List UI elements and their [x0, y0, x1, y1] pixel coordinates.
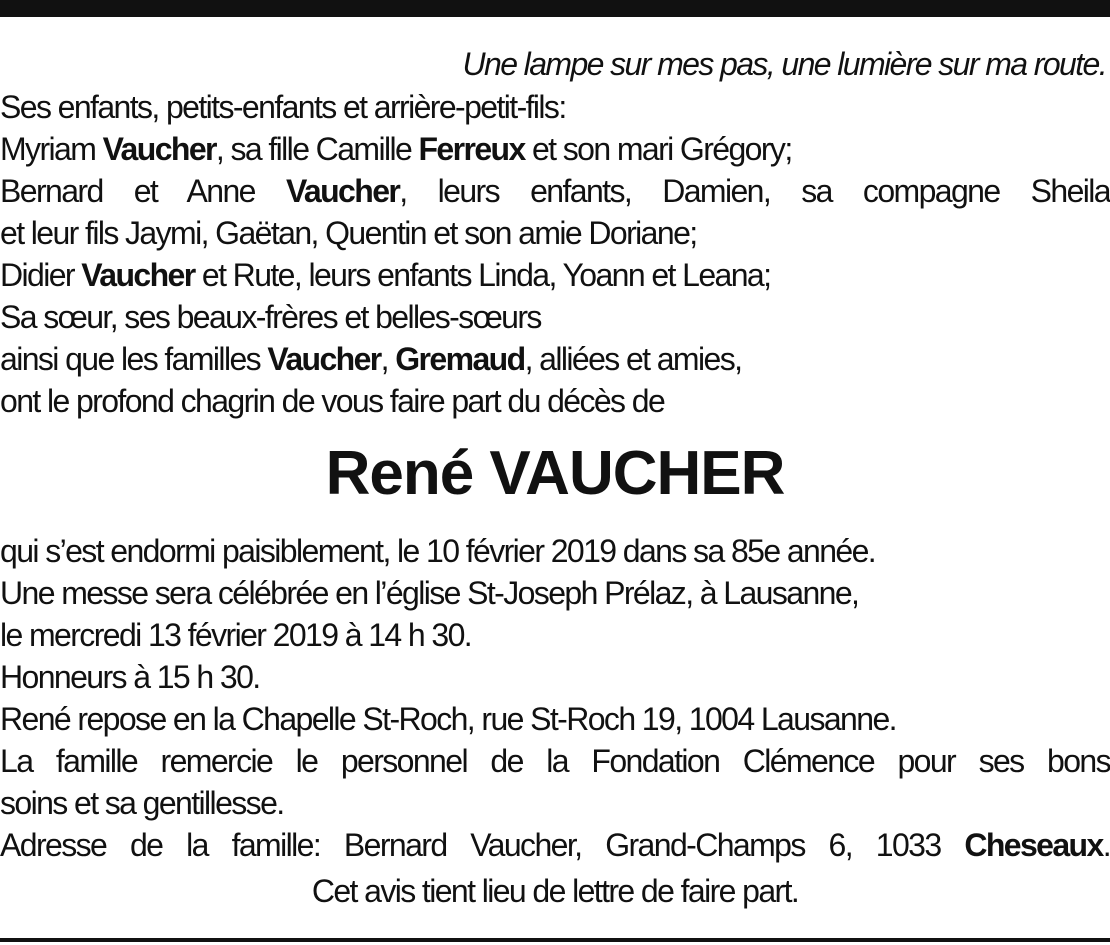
surname: Vaucher [81, 257, 195, 293]
surname: Vaucher [102, 131, 216, 167]
family-line-3: et leur fils Jaymi, Gaëtan, Quentin et son amie Doriane; [0, 215, 697, 251]
details-line-5: René repose en la Chapelle St-Roch, rue St-Roch 19, 1004 Lausanne. [0, 701, 896, 737]
text: et Rute, leurs enfants Linda, Yoann et Leana; [194, 257, 771, 293]
details-line-4: Honneurs à 15 h 30. [0, 659, 260, 695]
details-line-8 [0, 824, 1110, 866]
text: Didier [0, 257, 82, 293]
motto-quote: Une lampe sur mes pas, une lumière sur ma route. [462, 46, 1106, 82]
text: Bernard et Anne [0, 173, 286, 209]
bottom-border-rule [0, 938, 1110, 942]
family-line-5: Sa sœur, ses beaux-frères et belles-sœurs [0, 299, 541, 335]
text: , alliées et amies, [524, 341, 742, 377]
details-line-6: La famille remercie le personnel de la Fondation Clémence pour ses bons [0, 743, 1110, 779]
text: Adresse de la famille: Bernard Vaucher, Grand-Champs 6, 1033 [0, 827, 965, 863]
deceased-name: René VAUCHER [325, 439, 785, 508]
text: Myriam [0, 131, 103, 167]
text: et son mari Grégory; [524, 131, 792, 167]
obituary-notice [0, 42, 1110, 912]
family-intro: Ses enfants, petits-enfants et arrière-petit-fils: [0, 89, 566, 125]
family-line-2 [0, 170, 1110, 212]
family-line-1 [0, 128, 1110, 170]
top-border-rule [0, 0, 1110, 17]
closing-note: Cet avis tient lieu de lettre de faire part. [311, 873, 799, 909]
details-line-7: soins et sa gentillesse. [0, 785, 284, 821]
family-line-6 [0, 338, 1110, 380]
details-line-3: le mercredi 13 février 2019 à 14 h 30. [0, 617, 472, 653]
surname: Vaucher [267, 341, 381, 377]
text: , [380, 341, 396, 377]
text: ainsi que les familles [0, 341, 268, 377]
locality: Cheseaux [964, 827, 1103, 863]
family-line-4 [0, 254, 1110, 296]
surname: Ferreux [418, 131, 525, 167]
text: . [1102, 827, 1110, 863]
text: , sa fille Camille [215, 131, 419, 167]
text: , leurs enfants, Damien, sa compagne Sheila [399, 173, 1110, 209]
details-line-2: Une messe sera célébrée en l’église St-Joseph Prélaz, à Lausanne, [0, 575, 859, 611]
family-line-7: ont le profond chagrin de vous faire part du décès de [0, 383, 665, 419]
surname: Vaucher [285, 173, 400, 209]
details-line-1: qui s’est endormi paisiblement, le 10 février 2019 dans sa 85e année. [0, 533, 876, 569]
surname: Gremaud [395, 341, 525, 377]
